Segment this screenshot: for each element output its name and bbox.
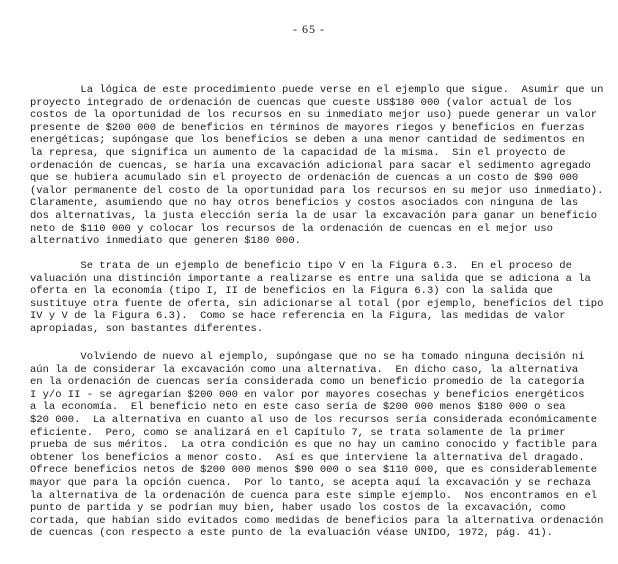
text-line: oferta en la economía (tipo I, II de beneficios en la Figura 6.3) con la salida que bbox=[30, 285, 553, 298]
text-line: La lógica de este procedimiento puede verse en el ejemplo que sigue. Asumir que un bbox=[30, 84, 604, 96]
text-line: proyecto integrado de ordenación de cuencas que cueste US$180 000 (valor actual de los bbox=[30, 96, 572, 109]
paragraph-2 bbox=[30, 260, 604, 336]
text-line: Se trata de un ejemplo de beneficio tipo V en la Figura 6.3. En el proceso de bbox=[30, 260, 572, 272]
paragraph-1 bbox=[30, 84, 604, 248]
text-line: punto de partida y se podrían muy bien, haber usado los costos de la excavación, como bbox=[30, 502, 566, 515]
text-line: alternativo inmediato que generen $180 000. bbox=[30, 235, 301, 248]
text-line: Ofrece beneficios netos de $200 000 menos $90 000 o sea $110 000, que es considerablemente bbox=[30, 464, 598, 477]
text-line: sustituye otra fuente de oferta, sin adicionarse al total (por ejemplo, beneficios del tipo bbox=[30, 297, 604, 310]
text-line: prueba de sus méritos. La otra condición es que no hay un camino conocido y factible para bbox=[30, 439, 598, 452]
text-line: cortada, que habían sido evitados como medidas de beneficios para la alternativa ordenación bbox=[30, 514, 604, 527]
text-line: I y/o II - se agregarían $200 000 en valor por mayores cosechas y beneficios energéticos bbox=[30, 388, 585, 401]
paragraph-3 bbox=[30, 351, 604, 540]
text-line: valuación una distinción importante a realizarse es entre una salida que se adiciona a la bbox=[30, 272, 591, 285]
text-line: apropiadas, son bastantes diferentes. bbox=[30, 322, 264, 335]
text-line: $20 000. La alternativa en cuanto al uso de los recursos sería considerada económicamente bbox=[30, 413, 598, 426]
text-line: que se hubiera acumulado sin el proyecto de ordenación de cuencas a un costo de $90 000 bbox=[30, 172, 579, 185]
text-line: mayor que para la opción cuenca. Por lo tanto, se acepta aquí la excavación y se rechaza bbox=[30, 476, 591, 489]
text-line: en la ordenación de cuencas sería considerada como un beneficio promedio de la categoría bbox=[30, 376, 585, 389]
page-number: - 65 - bbox=[293, 22, 325, 36]
text-line: de cuencas (con respecto a este punto de la evaluación véase UNIDO, 1972, pág. 41). bbox=[30, 527, 553, 540]
text-line: aún la de considerar la excavación como una alternativa. En dicho caso, la alternativa bbox=[30, 363, 579, 376]
text-line: energéticas; supóngase que los beneficios se deben a una menor cantidad de sedimentos en bbox=[30, 134, 585, 147]
text-line: Volviendo de nuevo al ejemplo, supóngase que no se ha tomado ninguna decisión ni bbox=[30, 351, 585, 363]
text-line: Claramente, asumiendo que no hay otros beneficios y costos asociados con ninguna de las bbox=[30, 197, 579, 210]
text-line: neto de $110 000 y colocar los recursos de la ordenación de cuencas en el mejor uso bbox=[30, 222, 553, 235]
text-line: dos alternativas, la justa elección sería la de usar la excavación para ganar un beneficio bbox=[30, 209, 598, 222]
text-line: (valor permanente del costo de la oportunidad para los recursos en su mejor uso inmediato). bbox=[30, 184, 604, 197]
text-line: la represa, que significa un aumento de la capacidad de la misma. Sin el proyecto de bbox=[30, 146, 566, 159]
text-line: la alternativa de la ordenación de cuenca para este simple ejemplo. Nos encontramos en el bbox=[30, 489, 598, 502]
text-line: eficiente. Pero, como se analizará en el Capítulo 7, se trata solamente de la primer bbox=[30, 426, 566, 439]
text-line: IV y V de la Figura 6.3). Como se hace referencia en la Figura, las medidas de valor bbox=[30, 310, 566, 323]
text-line: a la economía. El beneficio neto en este caso sería de $200 000 menos $180 000 o sea bbox=[30, 401, 566, 414]
text-line: obtener los beneficios a menor costo. Así es que interviene la alternativa del dragado. bbox=[30, 451, 585, 464]
text-line: costos de la oportunidad de los recursos en su inmediato mejor uso) puede generar un valor bbox=[30, 109, 598, 122]
text-line: ordenación de cuencas, se haría una excavación adicional para sacar el sedimento agregado bbox=[30, 159, 591, 172]
text-line: presente de $200 000 de beneficios en términos de mayores riegos y beneficios en fuerzas bbox=[30, 121, 585, 134]
